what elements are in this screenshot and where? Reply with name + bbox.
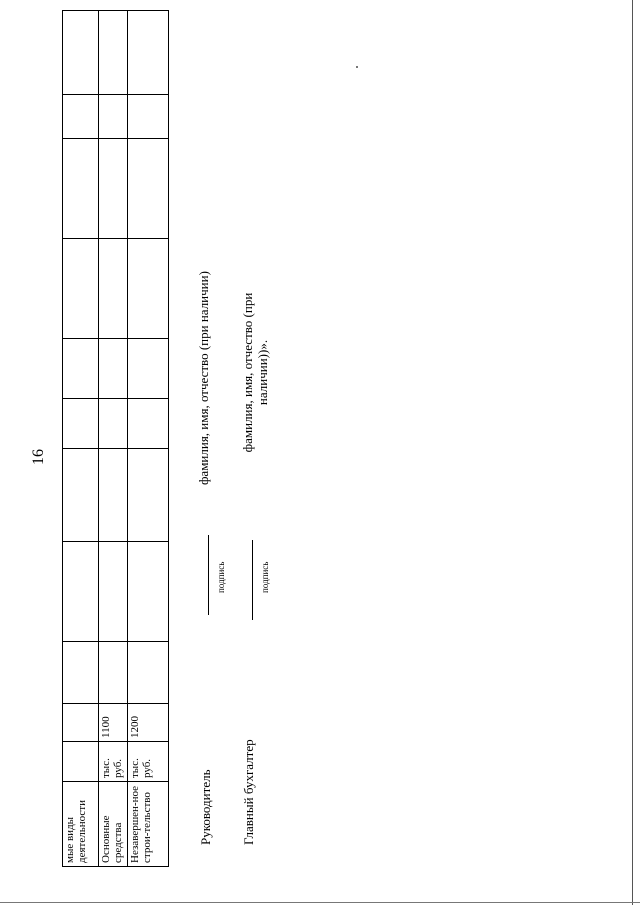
head-signature-caption: подпись (216, 561, 226, 593)
row-name-cell: Основные средства (99, 782, 128, 867)
head-signature-line (208, 535, 209, 615)
unit-cell (63, 742, 99, 782)
accountant-signature-caption: подпись (260, 561, 270, 593)
head-fio-caption: фамилия, имя, отчество (при наличии) (196, 271, 211, 485)
code-cell: 1100 (99, 704, 128, 742)
head-label: Руководитель (198, 769, 213, 845)
unit-cell: тыс. руб. (128, 742, 169, 782)
row-name-cell: мые виды деятельности (63, 782, 99, 867)
data-table (62, 10, 169, 867)
row-name-cell: Незавершен-ное строи-тельство (128, 782, 169, 867)
table-row (128, 11, 169, 867)
page-number: 16 (30, 449, 47, 465)
accountant-signature-line (252, 540, 253, 620)
unit-cell: тыс. руб. (99, 742, 128, 782)
code-cell (63, 704, 99, 742)
table-row (99, 11, 128, 867)
accountant-fio-caption: фамилия, имя, отчество (при наличии))». (240, 292, 270, 453)
accountant-label: Главный бухгалтер (241, 739, 256, 845)
table-row (63, 11, 99, 867)
code-cell: 1200 (128, 704, 169, 742)
